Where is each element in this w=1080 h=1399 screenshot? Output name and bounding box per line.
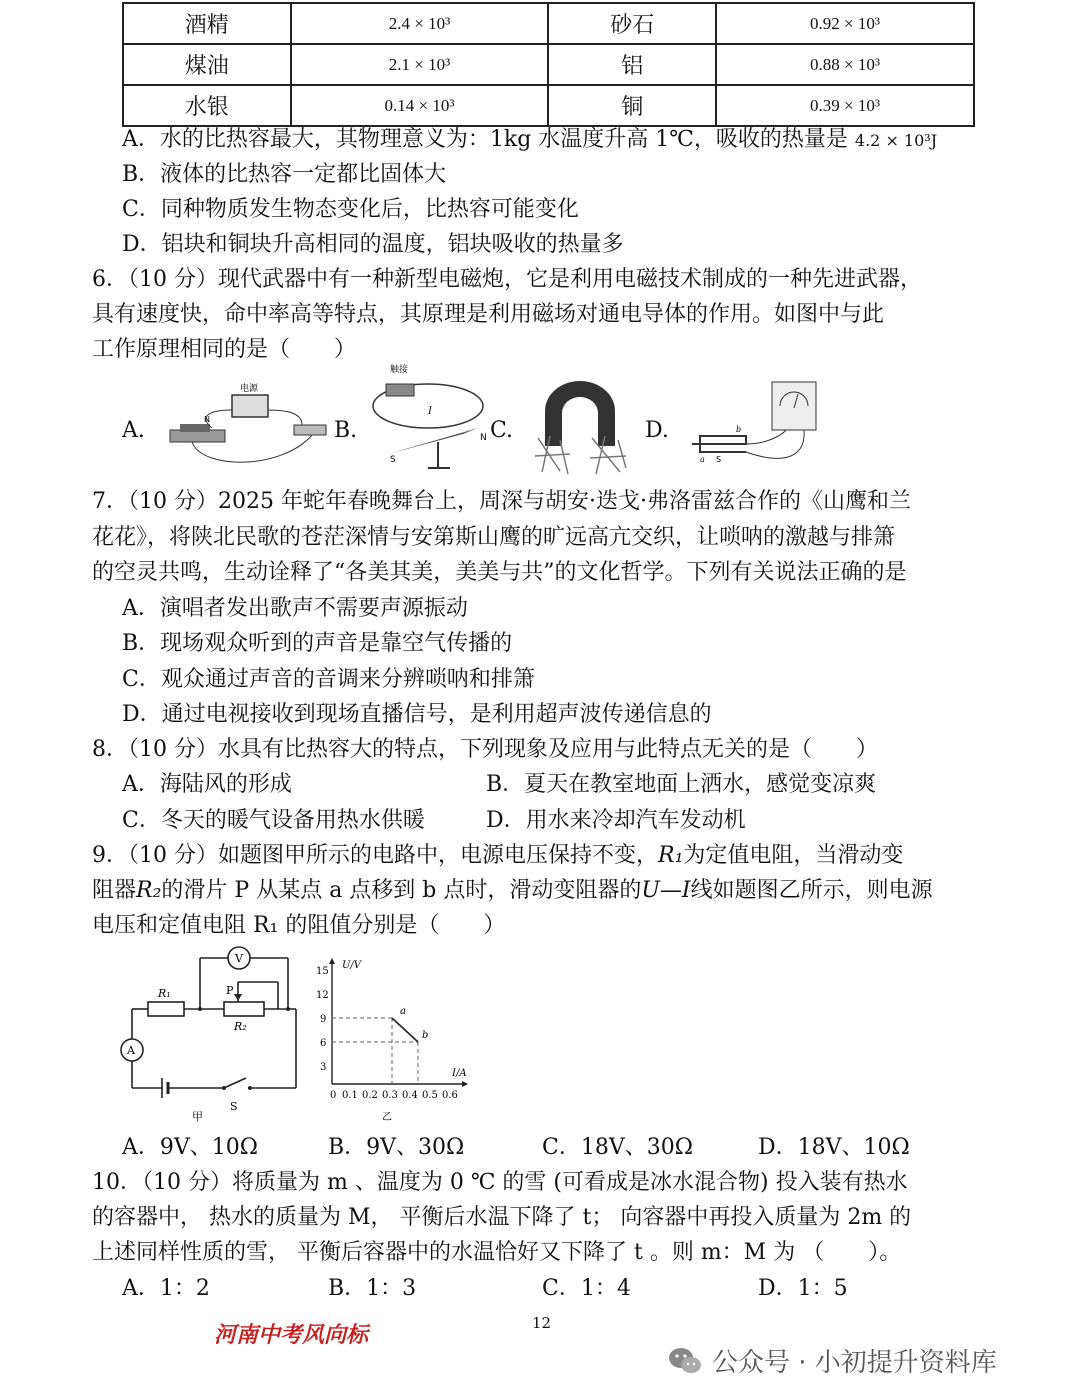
x-tick: 0.6	[442, 1090, 458, 1101]
q6-fig-a-label: 电源	[240, 384, 259, 394]
table-cell: 0.39 × 10³	[716, 85, 974, 126]
q6-figure-a	[162, 380, 342, 470]
point-b-label: b	[422, 1030, 429, 1041]
q6-label-b: B.	[334, 418, 358, 443]
table-cell: 酒精	[123, 3, 291, 44]
q9-stem-line2	[92, 880, 933, 902]
y-tick: 3	[320, 1062, 327, 1073]
y-tick: 9	[320, 1014, 327, 1025]
q6-fig-b-i: I	[428, 406, 432, 417]
q8-stem: 8．（10 分）水具有比热容大的特点，下列现象及应用与此特点无关的是（ ）	[92, 737, 878, 762]
q10-option-c: C．1：4	[542, 1276, 631, 1301]
q6-fig-d-s: S	[716, 455, 722, 464]
q6-fig-d-b: b	[736, 425, 742, 434]
q5-option-b: B．液体的比热容一定都比固体大	[122, 162, 447, 187]
y-tick: 15	[316, 966, 329, 977]
table-cell: 0.88 × 10³	[716, 44, 974, 85]
q9-symbol: R₂	[136, 878, 162, 903]
q9-symbol: R₁	[658, 843, 684, 868]
table-cell: 2.1 × 10³	[291, 44, 549, 85]
table-cell: 水银	[123, 85, 291, 126]
q5-option-c: C．同种物质发生物态变化后，比热容可能变化	[122, 197, 579, 222]
q6-fig-b-n: N	[480, 433, 487, 443]
table-row	[123, 44, 974, 85]
q9-option-d: D．18V、10Ω	[758, 1135, 910, 1160]
watermark-text: 公众号 · 小初提升资料库	[712, 1348, 997, 1378]
watermark	[668, 1342, 997, 1379]
footer-brand: 河南中考风向标	[214, 1322, 369, 1348]
q6-stem-line2: 具有速度快，命中率高等特点，其原理是利用磁场对通电导体的作用。如图中与此	[92, 302, 885, 327]
q9-option-b: B．9V、30Ω	[328, 1135, 465, 1160]
point-a-label: a	[400, 1006, 406, 1017]
q6-fig-d-a: a	[700, 455, 705, 464]
q7-option-d: D．通过电视接收到现场直播信号，是利用超声波传递信息的	[122, 702, 712, 727]
table-row	[123, 85, 974, 126]
x-tick: 0.4	[402, 1090, 418, 1101]
r1-label: R₁	[158, 987, 171, 1000]
graph-x-label: I/A	[452, 1068, 467, 1079]
page-number: 12	[532, 1314, 552, 1332]
q7-option-b: B．现场观众听到的声音是靠空气传播的	[122, 631, 513, 656]
q9-ui-graph	[312, 954, 482, 1132]
ui-line	[392, 1018, 418, 1042]
x-tick: 0.2	[362, 1090, 378, 1101]
q10-stem-line3: 上述同样性质的雪， 平衡后容器中的水温恰好又下降了 t 。则 m：M 为 （ ）。	[92, 1240, 902, 1265]
wechat-icon	[668, 1346, 702, 1376]
q9-stem-line3: 电压和定值电阻 R₁ 的阻值分别是（ ）	[92, 913, 506, 938]
q6-fig-a-n: N	[204, 415, 210, 424]
circuit-caption: 甲	[192, 1110, 203, 1123]
q7-option-a: A．演唱者发出歌声不需要声源振动	[122, 596, 468, 621]
voltmeter-label: V	[235, 952, 243, 965]
q5-option-a-text: A．水的比热容最大，其物理意义为：1kg 水温度升高 1℃，吸收的热量是	[122, 127, 848, 152]
q9-text: 9．（10 分）如题图甲所示的电路中，电源电压保持不变，	[92, 843, 658, 868]
q9-option-c: C．18V、30Ω	[542, 1135, 693, 1160]
q6-fig-b-label: 触接	[390, 365, 409, 375]
q9-circuit-diagram	[112, 946, 312, 1126]
q8-option-c: C．冬天的暖气设备用热水供暖	[122, 808, 425, 833]
graph-y-label: U/V	[342, 960, 362, 971]
q9-text: 阻器	[92, 878, 137, 903]
x-tick: 0.1	[342, 1090, 358, 1101]
slider-p-label: P	[226, 984, 234, 997]
q10-stem-line1: 10．（10 分）将质量为 m 、温度为 0 ℃ 的雪 (可看成是冰水混合物) 投入装有热水	[92, 1170, 908, 1195]
table-cell: 铝	[548, 44, 716, 85]
table-cell: 2.4 × 10³	[291, 3, 549, 44]
table-cell: 砂石	[548, 3, 716, 44]
q9-text: 的滑片 P 从某点 a 点移到 b 点时，滑动变阻器的	[161, 878, 642, 903]
specific-heat-table	[122, 2, 975, 127]
x-tick: 0.5	[422, 1090, 438, 1101]
q6-figure-d	[686, 376, 826, 466]
table-cell: 0.92 × 10³	[716, 3, 974, 44]
q6-label-d: D.	[645, 418, 669, 443]
r2-label: R₂	[234, 1020, 247, 1033]
table-row	[123, 3, 974, 44]
switch-label: S	[230, 1100, 238, 1113]
q6-fig-b-s: S	[390, 455, 396, 465]
q7-stem-line2: 花花》，将陕北民歌的苍茫深情与安第斯山鹰的旷远高亢交织，让唢呐的激越与排箫	[92, 525, 896, 550]
x-tick: 0	[330, 1090, 337, 1101]
q5-option-a-value: 4.2 × 10³J	[854, 131, 938, 150]
ammeter-label: A	[127, 1044, 135, 1057]
q8-option-a: A．海陆风的形成	[122, 772, 292, 797]
q9-text: 为定值电阻，当滑动变	[683, 843, 904, 868]
q6-stem-line3: 工作原理相同的是（ ）	[92, 337, 357, 362]
q9-text: 线如题图乙所示，则电源	[690, 878, 933, 903]
x-tick: 0.3	[382, 1090, 398, 1101]
q7-option-c: C．观众通过声音的音调来分辨唢呐和排箫	[122, 667, 535, 692]
y-tick: 6	[320, 1038, 327, 1049]
q8-option-b: B．夏天在教室地面上洒水，感觉变凉爽	[486, 772, 877, 797]
q7-stem-line1: 7．（10 分）2025 年蛇年春晚舞台上，周深与胡安·迭戈·弗洛雷兹合作的《山鹰和兰	[92, 489, 911, 514]
q9-symbol: U—I	[641, 878, 691, 903]
q9-option-a: A．9V、10Ω	[122, 1135, 259, 1160]
q10-stem-line2: 的容器中， 热水的质量为 M， 平衡后水温下降了 t； 向容器中再投入质量为 2m 的	[92, 1205, 912, 1230]
table-cell: 煤油	[123, 44, 291, 85]
q10-option-d: D．1：5	[758, 1276, 848, 1301]
graph-caption: 乙	[382, 1112, 392, 1123]
q6-label-a: A.	[122, 418, 145, 443]
q6-figure-b	[368, 364, 498, 476]
q6-figure-c	[530, 376, 630, 476]
q10-option-b: B．1：3	[328, 1276, 417, 1301]
y-tick: 12	[316, 990, 329, 1001]
q6-stem-line1: 6．（10 分）现代武器中有一种新型电磁炮，它是利用电磁技术制成的一种先进武器，	[92, 267, 922, 292]
table-cell: 0.14 × 10³	[291, 85, 549, 126]
q7-stem-line3: 的空灵共鸣，生动诠释了“各美其美，美美与共”的文化哲学。下列有关说法正确的是	[92, 560, 907, 585]
q6-label-c: C.	[490, 418, 514, 443]
q8-option-d: D．用水来冷却汽车发动机	[486, 808, 746, 833]
q9-stem-line1	[92, 845, 903, 867]
q10-option-a: A．1：2	[122, 1276, 210, 1301]
q5-option-d: D．铝块和铜块升高相同的温度，铝块吸收的热量多	[122, 232, 624, 257]
table-cell: 铜	[548, 85, 716, 126]
q5-option-a	[122, 129, 937, 151]
